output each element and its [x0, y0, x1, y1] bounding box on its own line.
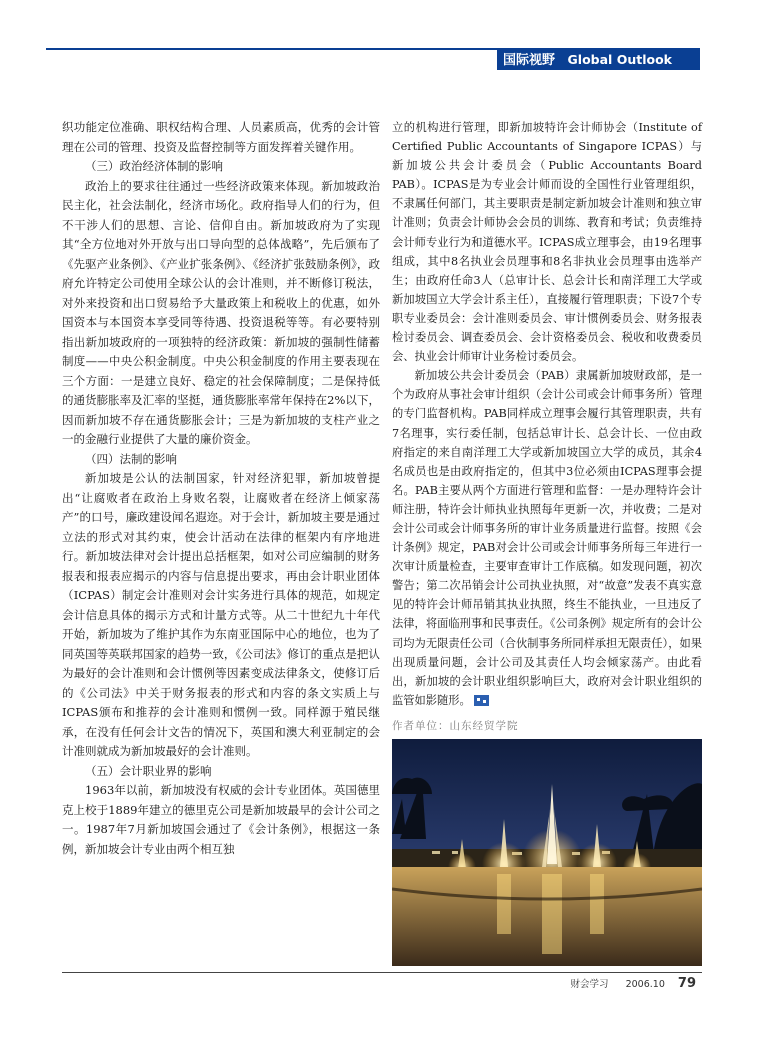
- section-heading: （三）政治经济体制的影响: [85, 159, 223, 173]
- footer-rule: [62, 972, 702, 973]
- page-number: 79: [677, 976, 696, 991]
- fountain-night-image: [392, 739, 702, 966]
- fountain-photo: [392, 739, 702, 966]
- section-title-cn: 国际视野: [503, 53, 556, 68]
- section-heading: （五）会计职业界的影响: [85, 763, 212, 778]
- body-paragraph: 新加坡公共会计委员会（PAB）隶属新加坡财政部，是一个为政府从事社会审计组织（会计公司或会计师事务所）管理的专门监督机构。PAB同样成立理事会履行其管理职责，共有7名理事，实行委任制，包括总审计长、总会计长、一位由政府指定的来自南洋理工大学或新加坡国立大学的成员，其余4名成员也是由政府指定的，但其中3位必须由ICPAS理事会提名。PAB主要从两个方面进行管理和监督：一是办理特许会计师注册，特许会计师执业执照每年更新一次，并收费；二是对会计公司或会计师事务所的审计业务质量进行监督。按照《会计条例》规定，PAB对会计公司或会计师事务所每三年进行一次审计质量检查，主要审查审计工作底稿。如发现问题，初次警告；第二次吊销会计公司执业执照，对“故意”发表不真实意见的特许会计师吊销其执业执照，终生不能执业，一旦违反了法律，将面临刑事和民事责任。《公司条例》规定所有的会计公司均为无限责任公司（合伙制事务所同样承担无限责任），如果出现质量问题，会计公司及其责任人均会倾家荡产。由此看出，新加坡的会计职业组织影响巨大，政府对会计职业组织的监管如影随形。: [392, 369, 702, 707]
- section-title-en: Global Outlook: [567, 52, 672, 67]
- right-column: [392, 118, 702, 710]
- left-column: [62, 118, 380, 859]
- body-paragraph: 新加坡是公认的法制国家，针对经济犯罪，新加坡曾提出“让腐败者在政治上身败名裂，让腐败者在经济上倾家荡产”的口号，廉政建设闻名遐迩。对于会计，新加坡主要是通过立法的形式对其约束，使会计活动在法律的框架内有序地进行。新加坡法律对会计提出总括框架，如对公司应编制的财务报表和报表应揭示的内容与信息提出要求，再由会计职业团体（ICPAS）制定会计准则对会计实务进行具体的规范，如规定会计信息具体的揭示方式和计量方式等。从二十世纪九十年代开始，新加坡为了维护其作为东南亚国际中心的地位，也为了同英国等英联邦国家的趋势一致，《公司法》修订的重点是把认为最好的会计准则和会计惯例等因素变成法律条文，使修订后的《公司法》中关于财务报表的形式和内容的条文实质上与ICPAS颁布和推荐的会计准则和惯例一致。同样源于殖民继承，在没有任何会计文告的情况下，英国和澳大利亚制定的会计准则就成为新加坡最好的会计准则。: [62, 471, 380, 758]
- journal-title: 财会学习: [570, 979, 609, 990]
- body-paragraph: 1963年以前，新加坡没有权威的会计专业团体。英国德里克上校于1889年建立的德里克公司是新加坡最早的会计公司之一。1987年7月新加坡国会通过了《会计条例》，根据这一条例，新加坡会计专业由两个相互独: [62, 783, 380, 856]
- issue-date: 2006.10: [625, 979, 665, 990]
- author-affiliation: 作者单位：山东经贸学院: [392, 720, 519, 732]
- continued-paragraph: 织功能定位准确、职权结构合理、人员素质高，优秀的会计管理在公司的管理、投资及监督控制等方面发挥着关键作用。: [62, 120, 380, 154]
- continued-paragraph: 立的机构进行管理，即新加坡特许会计师协会（Institute of Certified Public Accountants of Singapore ICPAS）与新加坡公共会计委员会（Public Accountants Board PAB）。ICPAS是为专业会计师而设的全国性行业管理组织，不隶属任何部门，其主要职责是制定新加坡会计准则和独立审计准则；负责会计师协会会员的训练、教育和考试；负责维持会计师专业行为和道德水平。ICPAS成立理事会，由19名理事组成，其中8名执业会员理事和8名非执业会员理事由选举产生；由政府任命3人（总审计长、总会计长和南洋理工大学或新加坡国立大学会计系主任），直接履行管理职责；下设7个专职专业委员会：会计准则委员会、审计惯例委员会、财务报表检讨委员会、调查委员会、会计资格委员会、税收和收费委员会、执业会计师审计业务检讨委员会。: [392, 121, 702, 364]
- section-heading: （四）法制的影响: [85, 451, 177, 466]
- end-of-article-icon: [474, 695, 489, 706]
- body-paragraph: 政治上的要求往往通过一些经济政策来体现。新加坡政治民主化，社会法制化，经济市场化。政府指导人们的行为，但不干涉人们的思想、言论、信仰自由。新加坡政府为了实现其“全方位地对外开放与出口导向型的总体战略”，先后颁布了《先驱产业条例》、《产业扩张条例》、《经济扩张鼓励条例》，政府允许特定公司使用全球公认的会计准则，并不断修订税法，对外来投资和出口贸易给予大量政策上和税收上的优惠，如外国资本与本国资本享受同等待遇、投资退税等等。有必要特别指出新加坡政府的一项独特的经济政策：新加坡的强制性储蓄制度——中央公积金制度。中央公积金制度的作用主要表现在三个方面：一是建立良好、稳定的社会保障制度；二是保持低的通货膨胀率及汇率的坚挺，通货膨胀率常年保持在2%以下，因而新加坡不存在通货膨胀会计；三是为新加坡的支柱产业之一的金融行业提供了大量的廉价资金。: [62, 178, 380, 446]
- page-footer: [571, 976, 696, 991]
- section-banner: [497, 50, 700, 70]
